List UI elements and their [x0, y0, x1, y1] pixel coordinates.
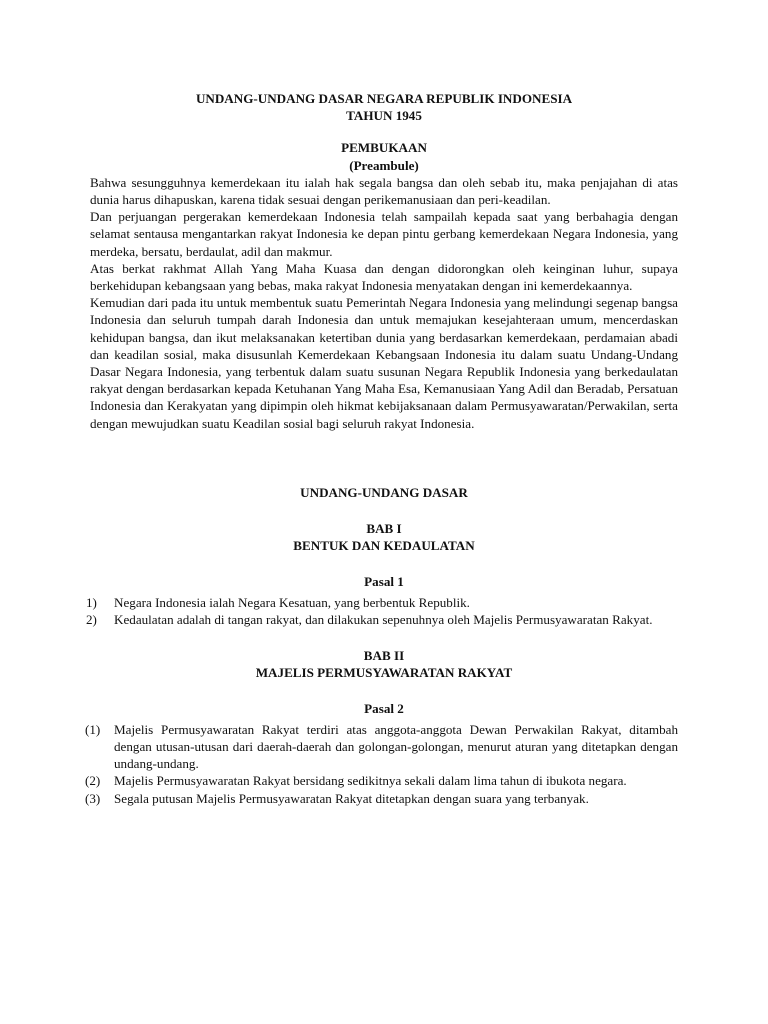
title-line-2: TAHUN 1945 — [346, 108, 422, 124]
preamble-paragraph-4: Kemudian dari pada itu untuk membentuk suatu Pemerintah Negara Indonesia yang melindungi segenap bangsa Indonesia dan seluruh tumpah darah Indonesia dan untuk memajukan kesejahteraan umum, mencerdaskan kehidupan bangsa, dan ikut melaksanakan ketertiban dunia yang berdasarkan kemerdekaan, perdamaian abadi dan keadilan sosial, maka disusunlah Kemerdekaan Kebangsaan Indonesia itu dalam suatu Undang-Undang Dasar Negara Indonesia, yang terbentuk dalam suatu susunan Negara Republik Indonesia yang berkedaulatan rakyat dengan berdasarkan kepada Ketuhanan Yang Maha Esa, Kemanusiaan Yang Adil dan Beradab, Persatuan Indonesia dan Kerakyatan yang dipimpin oleh hikmat kebijaksanaan dalam Permusyawaratan/Perwakilan, serta dengan mewujudkan suatu Keadilan sosial bagi seluruh rakyat Indonesia. — [90, 295, 678, 431]
list-item-text: Majelis Permusyawaratan Rakyat terdiri atas anggota-anggota Dewan Perwakilan Rakyat, ditambah dengan utusan-utusan dari daerah-daerah dan golongan-golongan, menurut aturan yang ditetapkan dengan undang-undang. — [114, 721, 678, 772]
list-item-text: Kedaulatan adalah di tangan rakyat, dan dilakukan sepenuhnya oleh Majelis Permusyawaratan Rakyat. — [114, 611, 653, 627]
list-item-number: 1) — [86, 594, 97, 610]
preamble-paragraph-2: Dan perjuangan pergerakan kemerdekaan Indonesia telah sampailah kepada saat yang berbahagia dengan selamat sentausa mengantarkan rakyat Indonesia ke depan pintu gerbang kemerdekaan Negara Indonesia, yang merdeka, bersatu, berdaulat, adil dan makmur. — [90, 209, 678, 259]
list-item-number: (3) — [85, 790, 101, 806]
list-item-number: (2) — [85, 773, 101, 789]
list-item — [86, 594, 678, 611]
preamble-heading — [90, 139, 678, 173]
chapter-2-title: MAJELIS PERMUSYAWARATAN RAKYAT — [255, 665, 513, 681]
list-item-text: Segala putusan Majelis Permusyawaratan Rakyat ditetapkan dengan suara yang terbanyak. — [114, 790, 589, 806]
list-item-text: Majelis Permusyawaratan Rakyat bersidang sedikitnya sekali dalam lima tahun di ibukota negara. — [114, 773, 627, 789]
preamble-paragraph-3: Atas berkat rakhmat Allah Yang Maha Kuasa dan dengan didorongkan oleh keinginan luhur, supaya berkehidupan kebangsaan yang bebas, maka rakyat Indonesia menyatakan dengan ini kemerdekaannya. — [90, 260, 678, 294]
article-2-heading: Pasal 2 — [364, 701, 404, 717]
preamble-title: PEMBUKAAN — [341, 140, 427, 156]
chapter-2-heading — [90, 647, 678, 681]
list-item — [86, 611, 678, 628]
document-title — [90, 90, 678, 124]
list-item — [85, 721, 678, 773]
list-item-number: (1) — [85, 721, 101, 737]
constitution-heading: UNDANG-UNDANG DASAR — [300, 484, 468, 500]
chapter-1-number: BAB I — [366, 521, 402, 537]
chapter-2-number: BAB II — [363, 648, 405, 664]
chapter-1-title: BENTUK DAN KEDAULATAN — [293, 538, 475, 554]
list-item-number: 2) — [86, 611, 97, 627]
article-1-heading: Pasal 1 — [364, 574, 404, 590]
list-item — [85, 790, 678, 807]
preamble-paragraph-1: Bahwa sesungguhnya kemerdekaan itu ialah hak segala bangsa dan oleh sebab itu, maka penjajahan di atas dunia harus dihapuskan, karena tidak sesuai dengan perikemanusiaan dan peri-keadilan. — [90, 174, 678, 208]
chapter-1-heading — [90, 520, 678, 554]
list-item — [85, 772, 678, 789]
article-2-list — [85, 721, 678, 807]
list-item-text: Negara Indonesia ialah Negara Kesatuan, yang berbentuk Republik. — [114, 594, 470, 610]
title-line-1: UNDANG-UNDANG DASAR NEGARA REPUBLIK INDONESIA — [195, 91, 573, 106]
article-1-list — [86, 594, 678, 628]
preamble-subtitle: (Preambule) — [349, 157, 419, 173]
